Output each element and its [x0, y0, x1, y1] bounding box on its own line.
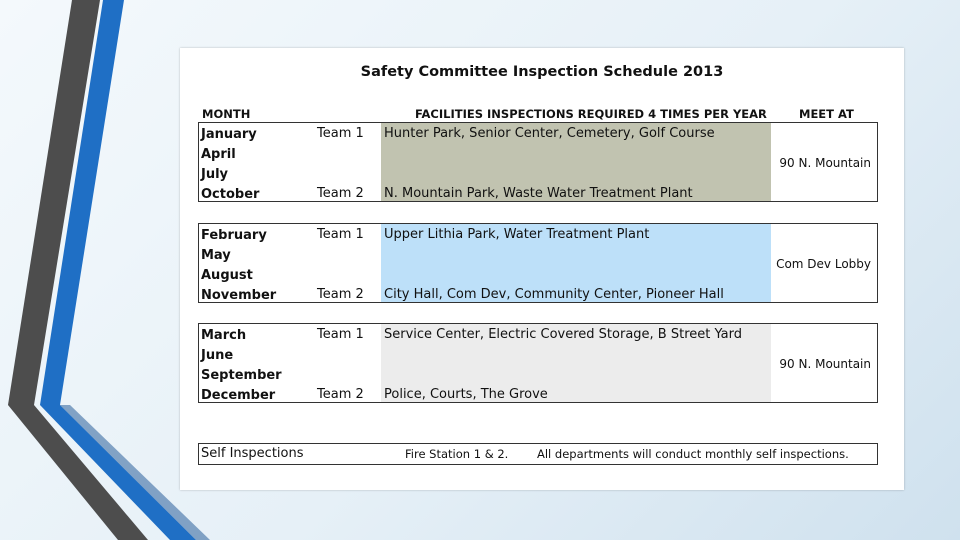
- team-1-label: Team 1: [317, 126, 364, 141]
- document-title: Safety Committee Inspection Schedule 2013: [360, 64, 724, 80]
- month-list: [201, 226, 276, 306]
- team-1-facilities: Upper Lithia Park, Water Treatment Plant: [384, 227, 650, 242]
- schedule-block-3: [198, 323, 878, 403]
- team-2-label: Team 2: [317, 186, 364, 201]
- month-label: April: [201, 147, 236, 162]
- schedule-block-2: [198, 223, 878, 303]
- month-label: October: [201, 187, 260, 202]
- month-label: December: [201, 388, 276, 403]
- team-2-facilities: City Hall, Com Dev, Community Center, Pioneer Hall: [384, 287, 724, 302]
- meet-location: 90 N. Mountain: [779, 156, 871, 170]
- team-1-facilities: Service Center, Electric Covered Storage, B Street Yard: [384, 327, 742, 342]
- schedule-block-1: [198, 122, 878, 202]
- month-label: July: [201, 167, 229, 182]
- month-label: November: [201, 288, 277, 303]
- meet-at-header: MEET AT: [799, 107, 854, 121]
- schedule-document: [180, 48, 904, 490]
- team-1-facilities: Hunter Park, Senior Center, Cemetery, Golf Course: [384, 126, 715, 141]
- self-inspections-label: Self Inspections: [201, 446, 304, 461]
- month-list: [201, 125, 259, 205]
- team-2-facilities: N. Mountain Park, Waste Water Treatment Plant: [384, 186, 693, 201]
- month-header: MONTH: [202, 107, 251, 121]
- team-1-label: Team 1: [317, 227, 364, 242]
- team-1-label: Team 1: [317, 327, 364, 342]
- month-label: August: [201, 268, 253, 283]
- month-label: September: [201, 368, 282, 383]
- team-2-label: Team 2: [317, 387, 364, 402]
- month-list: [201, 326, 282, 406]
- self-inspections-row: [198, 443, 878, 465]
- self-inspections-note: All departments will conduct monthly self inspections.: [537, 447, 849, 461]
- meet-location: Com Dev Lobby: [776, 257, 871, 271]
- month-label: January: [201, 127, 257, 142]
- fire-station-text: Fire Station 1 & 2.: [405, 447, 509, 461]
- team-2-label: Team 2: [317, 287, 364, 302]
- facilities-header: FACILITIES INSPECTIONS REQUIRED 4 TIMES PER YEAR: [415, 107, 767, 121]
- month-label: February: [201, 228, 267, 243]
- team-2-facilities: Police, Courts, The Grove: [384, 387, 548, 402]
- month-label: March: [201, 328, 247, 343]
- month-label: June: [201, 348, 234, 363]
- meet-location: 90 N. Mountain: [779, 357, 871, 371]
- month-label: May: [201, 248, 231, 263]
